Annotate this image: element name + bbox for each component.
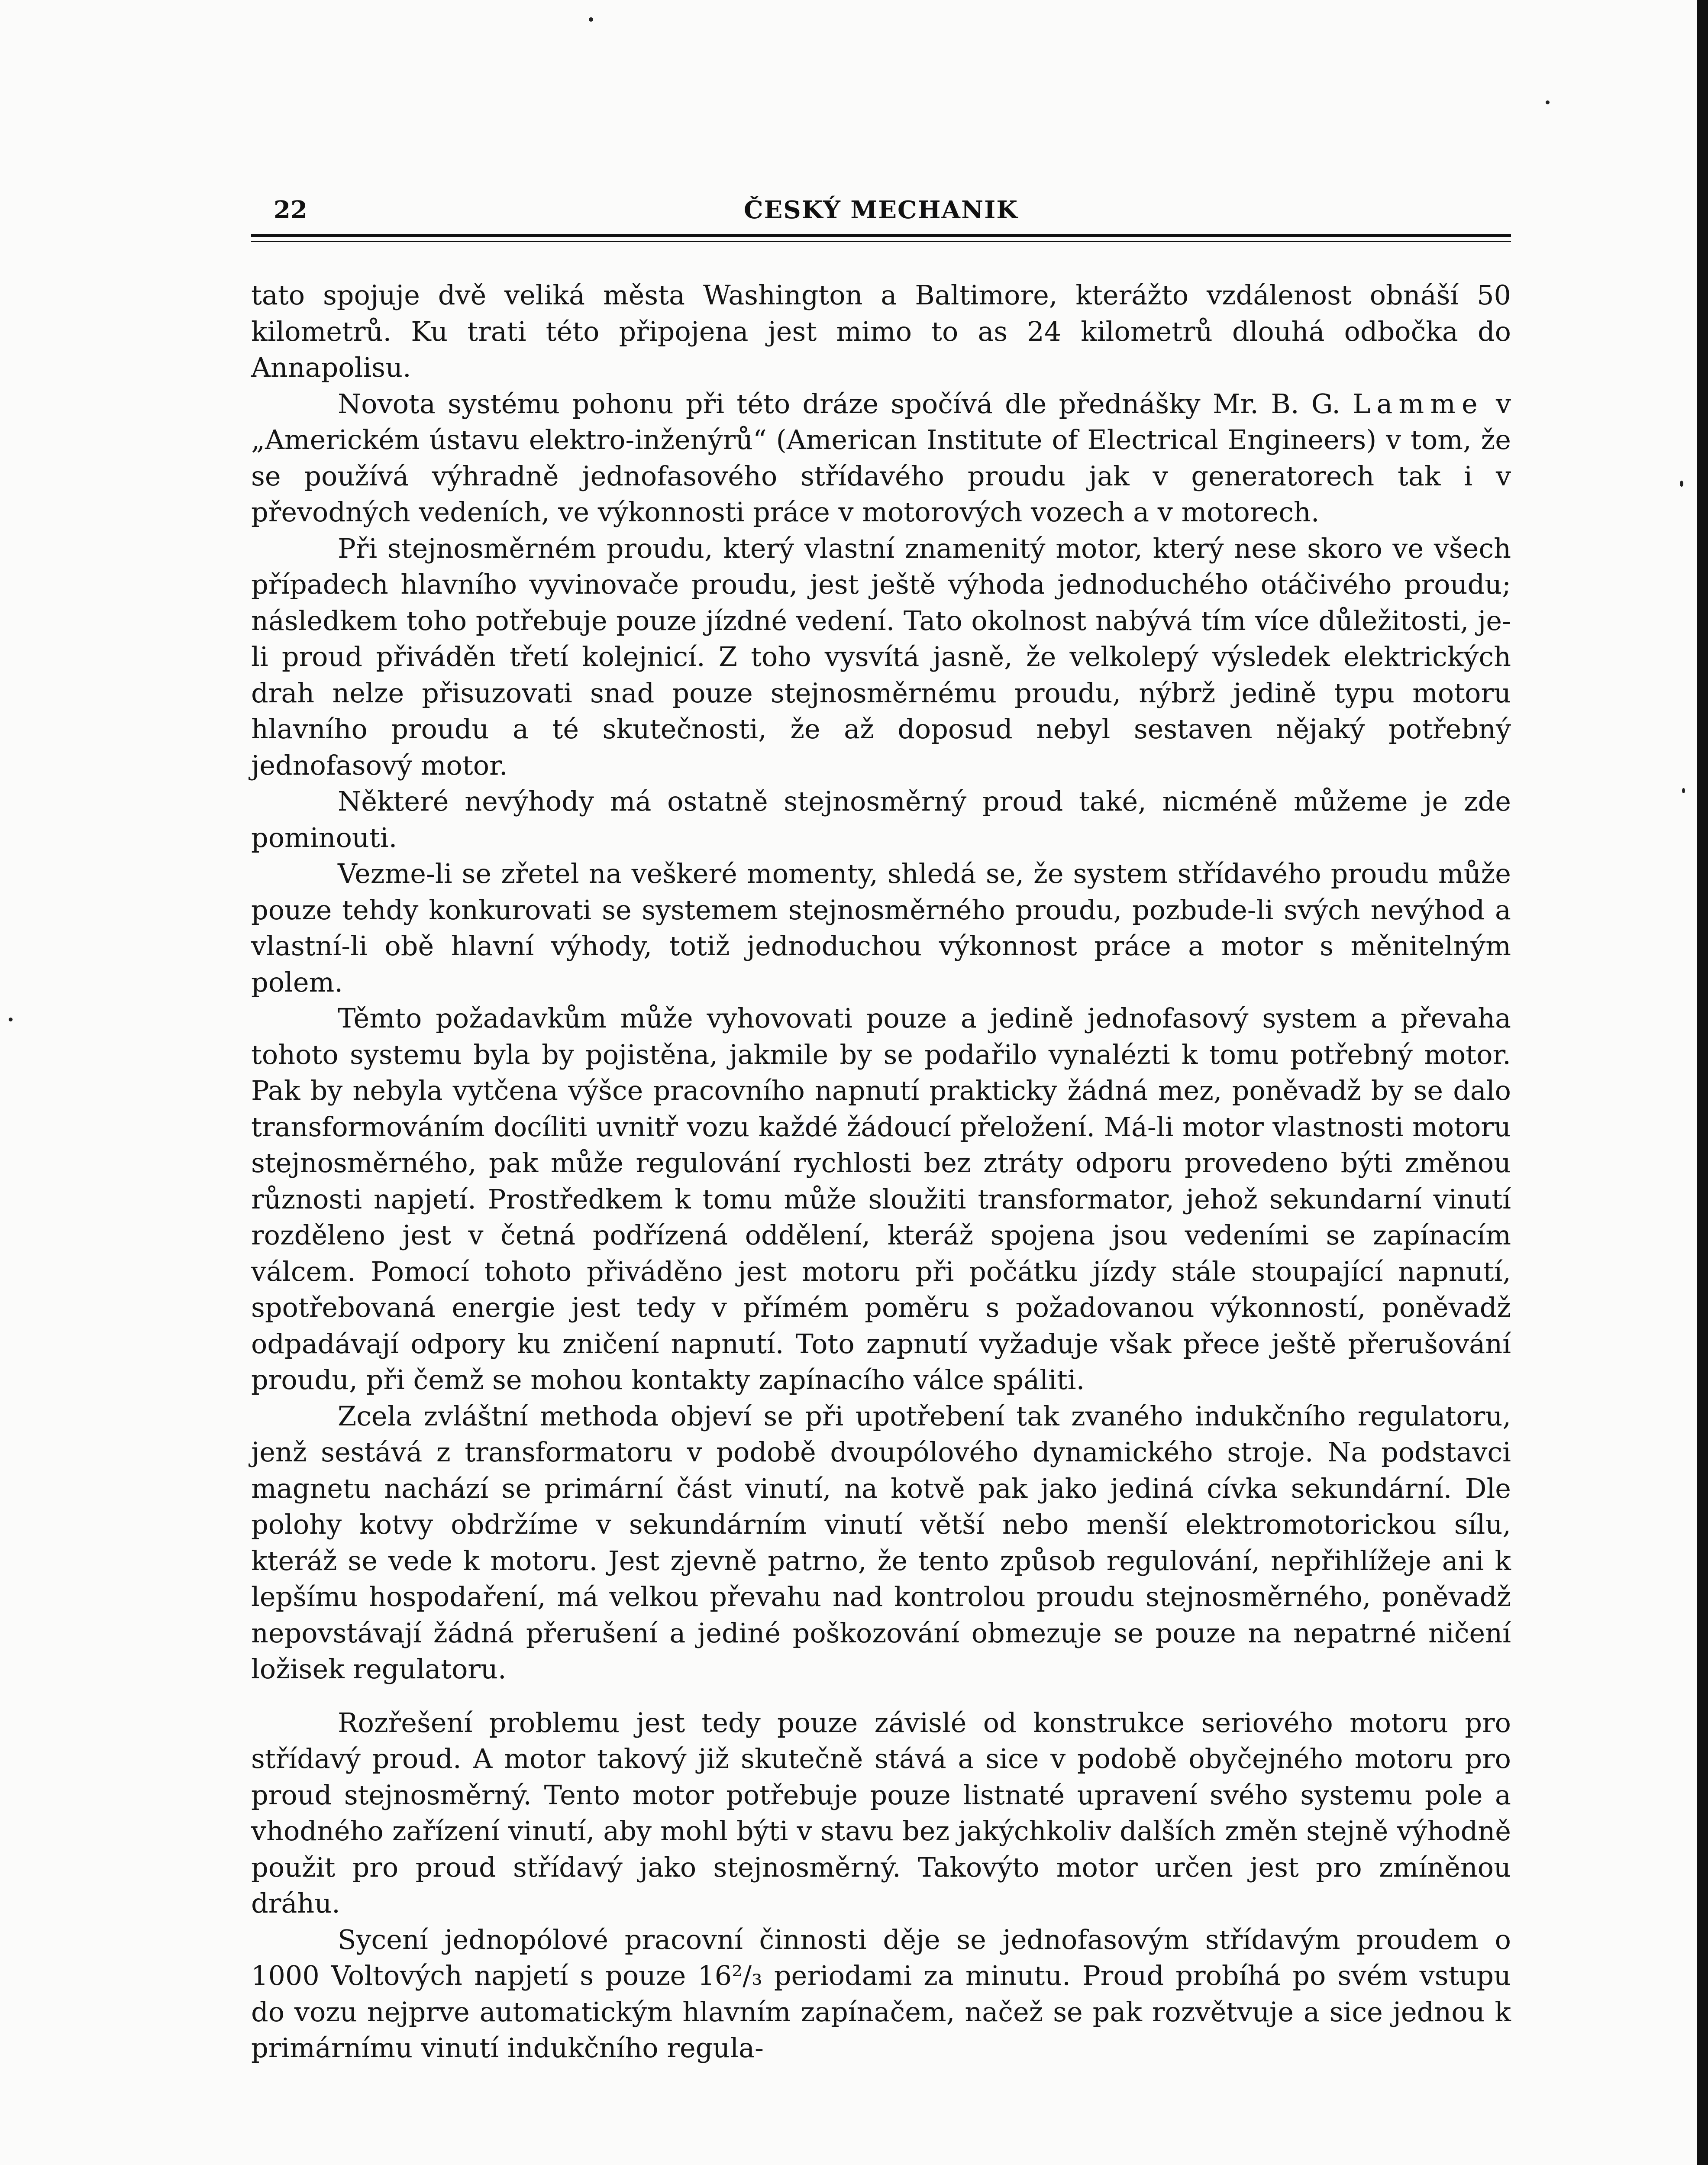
paragraph: Některé nevýhody má ostatně stejnosměrný proud také, nicméně můžeme je zde pominouti.	[251, 785, 1511, 853]
author-name: Lamme	[1353, 388, 1484, 420]
paragraph: Zcela zvláštní methoda objeví se při upotřebení tak zvaného indukčního regulatoru, jenž sestává z transformatoru v podobě dvoupólového dynamického stroje. Na podstavci magnetu nachází se primární část vinutí, na kotvě pak jako jediná cívka sekundární. Dle polohy kotvy obdržíme v sekundárním vinutí větší nebo menší elektromotorickou sílu, kteráž se vede k motoru. Jest zjevně patrno, že tento způsob regulování, nepřihlížeje ani k lepšímu hospodaření, má velkou převahu nad kontrolou proudu stejnosměrného, poněvadž nepovstávají žádná přerušení a jediné poškozování obmezuje se pouze na nepatrné ničení ložisek regulatoru.	[251, 1400, 1511, 1685]
header-rule	[251, 234, 1511, 237]
scan-speck	[1546, 100, 1550, 104]
page-number: 22	[274, 196, 307, 224]
paragraph: Při stejnosměrném proudu, který vlastní znamenitý motor, který nese skoro ve všech případech hlavního vyvinovače proudu, jest ještě výhoda jednoduchého otáčivého proudu; následkem toho potřebuje pouze jízdné vedení. Tato okolnost nabývá tím více důležitosti, je-li proud přiváděn třetí kolejnicí. Z toho vysvítá jasně, že velkolepý výsledek elektrických drah nelze přisuzovati snad pouze stejnosměrnému proudu, nýbrž jedině typu motoru hlavního proudu a té skutečnosti, že až doposud nebyl sestaven nějaký potřebný jednofasový motor.	[251, 532, 1511, 781]
paragraph-text: v „Americkém ústavu elektro-inženýrů“ (American Institute of Electrical Engineers) v tom, že se používá výhradně jednofasového střídavého proudu jak v generatorech tak i v převodných vedeních, ve výkonnosti práce v motorových vozech a v motorech.	[251, 388, 1511, 528]
scan-speck	[589, 17, 593, 22]
paragraph: Těmto požadavkům může vyhovovati pouze a jedině jednofasový system a převaha tohoto systemu byla by pojistěna, jakmile by se podařilo vynalézti k tomu potřebný motor. Pak by nebyla vytčena výšce pracovního napnutí prakticky žádná mez, poněvadž by se dalo transformováním docíliti uvnitř vozu každé žádoucí přeložení. Má-li motor vlastnosti motoru stejnosměrného, pak může regulování rychlosti bez ztráty odporu provedeno býti změnou různosti napjetí. Prostředkem k tomu může sloužiti transformator, jehož sekundarní vinutí rozděleno jest v četná podřízená oddělení, kteráž spojena jsou vedeními se zapínacím válcem. Pomocí tohoto přiváděno jest motoru při počátku jízdy stále stoupající napnutí, spotřebovaná energie jest tedy v přímém poměru s požadovanou výkonností, poněvadž odpadávají odpory ku zničení napnutí. Toto zapnutí vyžaduje však přece ještě přerušování proudu, při čemž se mohou kontakty zapínacího válce spáliti.	[251, 1002, 1511, 1396]
paragraph: Vezme-li se zřetel na veškeré momenty, shledá se, že system střídavého proudu může pouze tehdy konkurovati se systemem stejnosměrného proudu, pozbude-li svých nevýhod a vlastní-li obě hlavní výhody, totiž jednoduchou výkonnost práce a motor s měnitelným polem.	[251, 858, 1511, 998]
header-rule-thin	[251, 241, 1511, 242]
running-title: ČESKÝ MECHANIK	[744, 196, 1018, 224]
paragraph: Sycení jednopólové pracovní činnosti děje se jednofasovým střídavým proudem o 1000 Voltových napjetí s pouze 16²/₃ periodami za minutu. Proud probíhá po svém vstupu do vozu nejprve automatickým hlavním zapínačem, načež se pak rozvětvuje a sice jednou k primárnímu vinutí indukčního regula-	[251, 1923, 1511, 2064]
scan-speck	[1680, 481, 1683, 487]
paragraph-text: Novota systému pohonu při této dráze spočívá dle přednášky Mr. B. G.	[338, 388, 1353, 420]
paragraph: tato spojuje dvě veliká města Washington a Baltimore, kterážto vzdálenost obnáší 50 kilometrů. Ku trati této připojena jest mimo to as 24 kilometrů dlouhá odbočka do Annapolisu.	[251, 279, 1511, 383]
scan-speck	[1682, 788, 1685, 793]
paragraph: Rozřešení problemu jest tedy pouze závislé od konstrukce seriového motoru pro střídavý proud. A motor takový již skutečně stává a sice v podobě obyčejného motoru pro proud stejnosměrný. Tento motor potřebuje pouze listnaté upravení svého systemu pole a vhodného zařízení vinutí, aby mohl býti v stavu bez jakýchkoliv dalších změn stejně výhodně použit pro proud střídavý jako stejnosměrný. Takovýto motor určen jest pro zmíněnou dráhu.	[251, 1706, 1511, 1919]
page-header	[251, 191, 1511, 238]
scan-speck	[9, 1018, 13, 1021]
article-body	[251, 277, 1511, 2066]
paragraph	[251, 386, 1511, 530]
